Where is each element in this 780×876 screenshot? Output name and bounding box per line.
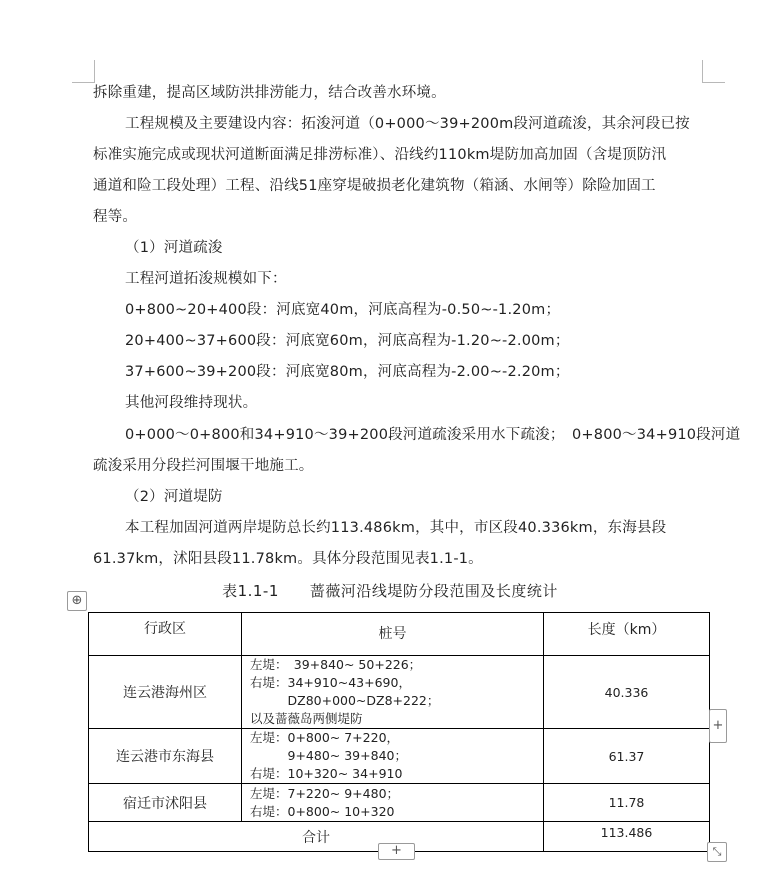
- stake-line: DZ80+000~DZ8+222；: [250, 693, 440, 708]
- paragraph-line: 拆除重建，提高区域防洪排涝能力，结合改善水环境。: [93, 85, 446, 101]
- section-heading: （1）河道疏浚: [125, 240, 223, 256]
- add-column-icon[interactable]: +: [709, 709, 727, 743]
- header-region: 行政区: [89, 613, 242, 656]
- stake-line: 右堤：10+320~ 34+910: [250, 766, 403, 781]
- paragraph-line: 标准实施完成或现状河道断面满足排涝标准）、沿线约110km堤防加高加固（含堤顶防汛: [93, 147, 667, 163]
- header-stake: 桩号: [242, 613, 544, 656]
- stake-line: 右堤：34+910~43+690，: [250, 675, 411, 690]
- paragraph-line: 0+000～0+800和34+910～39+200段河道疏浚采用水下疏浚； 0+800～34+910段河道: [125, 427, 741, 443]
- paragraph-line: 疏浚采用分段拦河围堰干地施工。: [93, 458, 314, 474]
- table-header-row: [89, 613, 710, 656]
- length-cell: 40.336: [544, 656, 710, 729]
- paragraph-line: 通道和险工段处理）工程、沿线51座穿堤破损老化建筑物（箱涵、水闸等）除险加固工: [93, 178, 656, 194]
- table-row: [89, 729, 710, 784]
- region-cell: 连云港市东海县: [89, 729, 242, 784]
- table-row: [89, 784, 710, 822]
- table-move-icon[interactable]: ⊕: [67, 591, 87, 611]
- stake-line: 左堤：0+800~ 7+220，: [250, 730, 400, 745]
- region-cell: 宿迁市沭阳县: [89, 784, 242, 822]
- stake-line: 以及蔷薇岛两侧堤防: [250, 711, 363, 726]
- paragraph-line: 工程河道拓浚规模如下：: [125, 271, 287, 287]
- paragraph-line: 20+400~37+600段：河底宽60m，河底高程为-1.20~-2.00m；: [125, 333, 570, 349]
- paragraph-line: 其他河段维持现状。: [125, 395, 258, 411]
- stake-line: 右堤：0+800~ 10+320: [250, 803, 395, 819]
- stake-cell: [242, 729, 544, 784]
- total-label: 合计: [89, 822, 544, 852]
- stake-cell: [242, 656, 544, 729]
- length-cell: 61.37: [544, 729, 710, 784]
- paragraph-line: 本工程加固河道两岸堤防总长约113.486km，其中，市区段40.336km，东海县段: [125, 520, 667, 536]
- paragraph-line: 61.37km，沭阳县段11.78km。具体分段范围见表1.1-1。: [93, 551, 483, 567]
- embankment-table: [88, 612, 710, 852]
- section-heading: （2）河道堤防: [125, 489, 223, 505]
- header-length: 长度（km）: [544, 613, 710, 656]
- paragraph-line: 程等。: [93, 209, 138, 225]
- add-row-icon[interactable]: +: [378, 843, 415, 860]
- stake-cell: [242, 784, 544, 822]
- crop-mark-top-right: [702, 60, 725, 83]
- table-row: [89, 656, 710, 729]
- stake-line: 9+480~ 39+840；: [250, 748, 407, 763]
- paragraph-line: 37+600~39+200段：河底宽80m，河底高程为-2.00~-2.20m；: [125, 364, 570, 380]
- paragraph-line: 工程规模及主要建设内容：拓浚河道（0+000～39+200m段河道疏浚，其余河段已按: [125, 116, 690, 132]
- length-cell: 11.78: [544, 784, 710, 822]
- total-value: 113.486: [544, 822, 710, 852]
- stake-line: 左堤： 39+840~ 50+226；: [250, 657, 422, 672]
- table-resize-icon[interactable]: ⤡: [707, 842, 727, 862]
- region-cell: 连云港海州区: [89, 656, 242, 729]
- table-caption: 表1.1-1 蔷薇河沿线堤防分段范围及长度统计: [222, 582, 558, 600]
- paragraph-line: 0+800~20+400段：河底宽40m，河底高程为-0.50~-1.20m；: [125, 302, 561, 318]
- stake-line: 左堤：7+220~ 9+480；: [250, 785, 400, 801]
- crop-mark-top-left: [72, 60, 95, 83]
